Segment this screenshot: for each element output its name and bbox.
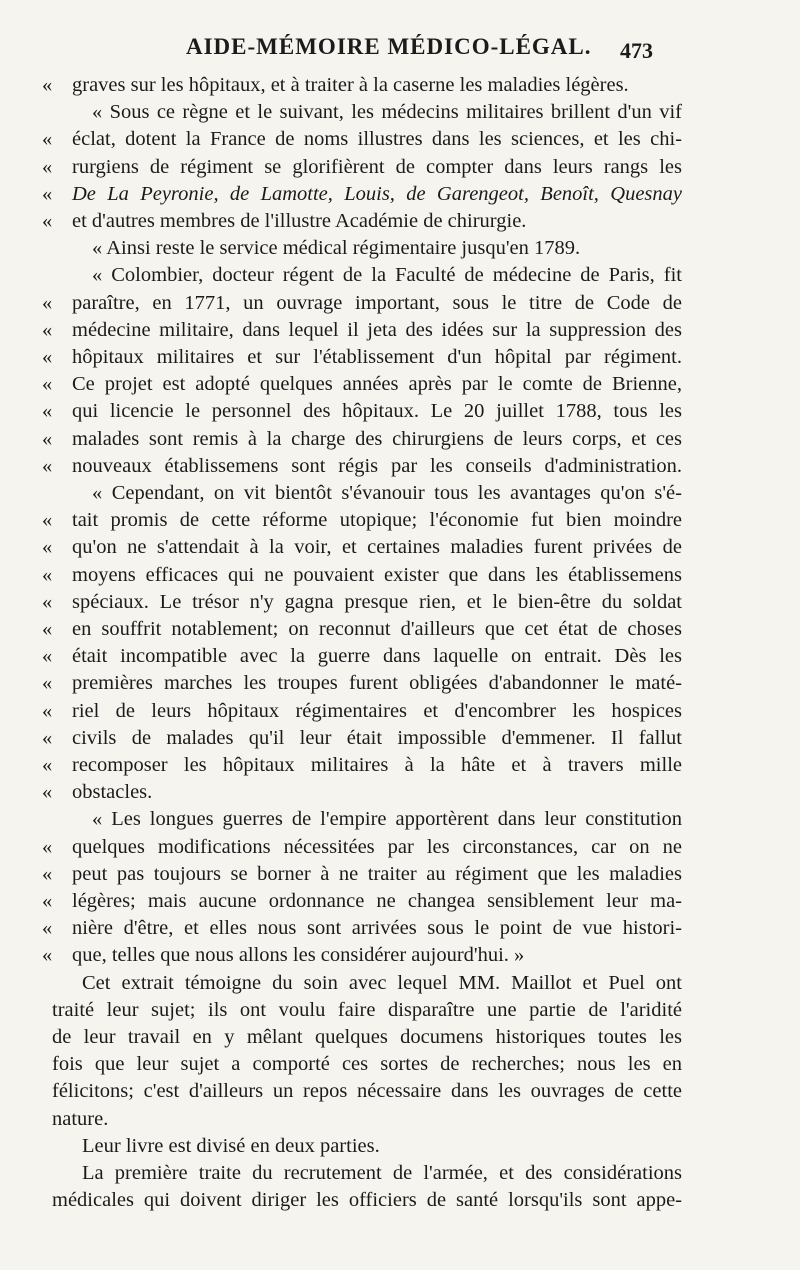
text-line <box>0 915 800 942</box>
text-line <box>0 970 800 997</box>
text-line <box>0 344 800 371</box>
quote-mark: « <box>42 182 53 205</box>
quote-mark: « <box>42 400 53 423</box>
line-text: de leur travail en y mêlant quelques documens historiques toutes les <box>52 1026 682 1048</box>
line-text: La première traite du recrutement de l'armée, et des considérations <box>82 1162 682 1184</box>
quote-mark: « <box>42 890 53 912</box>
line-text: légères; mais aucune ordonnance ne changea sensiblement leur ma- <box>72 890 682 912</box>
text-line <box>0 480 800 507</box>
quote-mark: « <box>42 862 53 885</box>
text-line <box>0 99 800 126</box>
text-line <box>0 208 800 235</box>
line-text: nouveaux établissemens sont régis par les conseils d'administration. <box>72 454 682 477</box>
quote-mark: « <box>42 645 53 668</box>
text-line <box>0 398 800 425</box>
line-text: qu'on ne s'attendait à la voir, et certaines maladies furent privées de <box>72 536 682 559</box>
line-text: félicitons; c'est d'ailleurs un repos nécessaire dans les ouvrages de cette <box>52 1080 682 1103</box>
text-line <box>0 534 800 561</box>
line-text: peut pas toujours se borner à ne traiter au régiment que les maladies <box>72 862 682 885</box>
line-text: civils de malades qu'il leur était impossible d'emmener. Il fallut <box>72 726 682 749</box>
quote-mark: « <box>42 699 53 722</box>
quote-mark: « <box>42 590 53 613</box>
text-line <box>0 942 800 969</box>
quote-mark: « <box>42 128 53 151</box>
text-line <box>0 1133 800 1160</box>
quote-mark: « <box>42 373 53 396</box>
quote-mark: « <box>42 427 53 450</box>
line-text: « Sous ce règne et le suivant, les médecins militaires brillent d'un vif <box>92 101 682 124</box>
line-text: médicales qui doivent diriger les officiers de santé lorsqu'ils sont appe- <box>52 1189 682 1212</box>
text-line <box>0 1078 800 1105</box>
quote-mark: « <box>42 346 53 368</box>
line-text: graves sur les hôpitaux, et à traiter à la caserne les maladies légères. <box>72 74 629 96</box>
line-text: obstacles. <box>72 781 153 804</box>
line-text: et d'autres membres de l'illustre Académie de chirurgie. <box>72 210 527 232</box>
quote-mark: « <box>42 74 53 96</box>
quote-mark: « <box>42 726 53 749</box>
line-text: hôpitaux militaires et sur l'établissement d'un hôpital par régiment. <box>72 346 682 368</box>
text-line <box>0 154 800 181</box>
line-text: que, telles que nous allons les considérer aujourd'hui. » <box>72 944 525 967</box>
text-line <box>0 834 800 861</box>
quote-mark: « <box>42 944 53 967</box>
line-text: « Colombier, docteur régent de la Faculté de médecine de Paris, fit <box>92 264 682 287</box>
text-line <box>0 779 800 806</box>
text-line <box>0 888 800 915</box>
line-text: tait promis de cette réforme utopique; l'économie fut bien moindre <box>72 509 682 532</box>
text-line <box>0 126 800 153</box>
quote-mark: « <box>42 754 53 776</box>
quote-mark: « <box>42 563 53 586</box>
text-line <box>0 1024 800 1051</box>
page-header <box>0 30 800 70</box>
text-line <box>0 72 800 99</box>
quote-mark: « <box>42 781 53 804</box>
line-text: nière d'être, et elles nous sont arrivées sous le point de vue histori- <box>72 917 682 940</box>
line-text: quelques modifications nécessitées par les circonstances, car on ne <box>72 835 682 858</box>
line-text: « Cependant, on vit bientôt s'évanouir tous les avantages qu'on s'é- <box>92 482 682 504</box>
line-text: rurgiens de régiment se glorifièrent de compter dans leurs rangs les <box>72 155 682 178</box>
text-line <box>0 806 800 833</box>
line-text: en souffrit notablement; on reconnut d'ailleurs que cet état de choses <box>72 618 682 640</box>
text-line <box>0 589 800 616</box>
text-line <box>0 507 800 534</box>
quote-mark: « <box>42 318 53 341</box>
line-text: spéciaux. Le trésor n'y gagna presque rien, et le bien-être du soldat <box>72 590 682 613</box>
text-line <box>0 861 800 888</box>
text-line <box>0 1160 800 1187</box>
line-text: nature. <box>52 1107 109 1130</box>
line-text: recomposer les hôpitaux militaires à la hâte et à travers mille <box>72 754 682 776</box>
line-text: fois que leur sujet a comporté ces sortes de recherches; nous les en <box>52 1053 682 1076</box>
line-text: « Les longues guerres de l'empire apportèrent dans leur constitution <box>92 808 682 831</box>
quote-mark: « <box>42 536 53 559</box>
text-line <box>0 317 800 344</box>
quote-mark: « <box>42 672 53 695</box>
text-line <box>0 1187 800 1214</box>
line-text: Leur livre est divisé en deux parties. <box>82 1134 380 1157</box>
quote-mark: « <box>42 291 53 314</box>
line-text: « Ainsi reste le service médical régimentaire jusqu'en 1789. <box>92 237 581 260</box>
line-text: moyens efficaces qui ne pouvaient exister que dans les établissemens <box>72 563 682 586</box>
text-line <box>0 235 800 262</box>
text-line <box>0 643 800 670</box>
line-text: premières marches les troupes furent obligées d'abandonner le maté- <box>72 672 682 695</box>
line-text: qui licencie le personnel des hôpitaux. Le 20 juillet 1788, tous les <box>72 400 682 423</box>
quote-mark: « <box>42 917 53 940</box>
line-text: était incompatible avec la guerre dans laquelle on entrait. Dès les <box>72 645 682 668</box>
quote-mark: « <box>42 509 53 532</box>
line-text: malades sont remis à la charge des chirurgiens de leurs corps, et ces <box>72 427 682 450</box>
line-text: Cet extrait témoigne du soin avec lequel MM. Maillot et Puel ont <box>82 971 682 994</box>
line-text: éclat, dotent la France de noms illustres dans les sciences, et les chi- <box>72 128 682 151</box>
text-line <box>0 997 800 1024</box>
text-line <box>0 725 800 752</box>
text-line <box>0 562 800 589</box>
text-line <box>0 181 800 208</box>
line-text: paraître, en 1771, un ouvrage important, sous le titre de Code de <box>72 291 682 314</box>
text-line <box>0 262 800 289</box>
text-line <box>0 752 800 779</box>
text-line <box>0 698 800 725</box>
quote-mark: « <box>42 618 53 640</box>
quote-mark: « <box>42 155 53 178</box>
text-line <box>0 616 800 643</box>
text-line <box>0 1051 800 1078</box>
text-line <box>0 426 800 453</box>
running-title: AIDE-MÉMOIRE MÉDICO-LÉGAL. <box>186 34 592 59</box>
text-line <box>0 453 800 480</box>
quote-mark: « <box>42 835 53 858</box>
line-text: riel de leurs hôpitaux régimentaires et d'encombrer les hospices <box>72 699 682 722</box>
text-line <box>0 1106 800 1133</box>
text-line <box>0 371 800 398</box>
quote-mark: « <box>42 210 53 232</box>
line-text: médecine militaire, dans lequel il jeta des idées sur la suppression des <box>72 318 682 341</box>
page-number: 473 <box>620 38 653 63</box>
text-line <box>0 290 800 317</box>
text-line <box>0 670 800 697</box>
line-text: traité leur sujet; ils ont voulu faire disparaître une partie de l'aridité <box>52 998 682 1021</box>
line-text: Ce projet est adopté quelques années après par le comte de Brienne, <box>72 373 682 396</box>
line-text: De La Peyronie, de Lamotte, Louis, de Garengeot, Benoît, Quesnay <box>72 182 682 205</box>
quote-mark: « <box>42 454 53 477</box>
